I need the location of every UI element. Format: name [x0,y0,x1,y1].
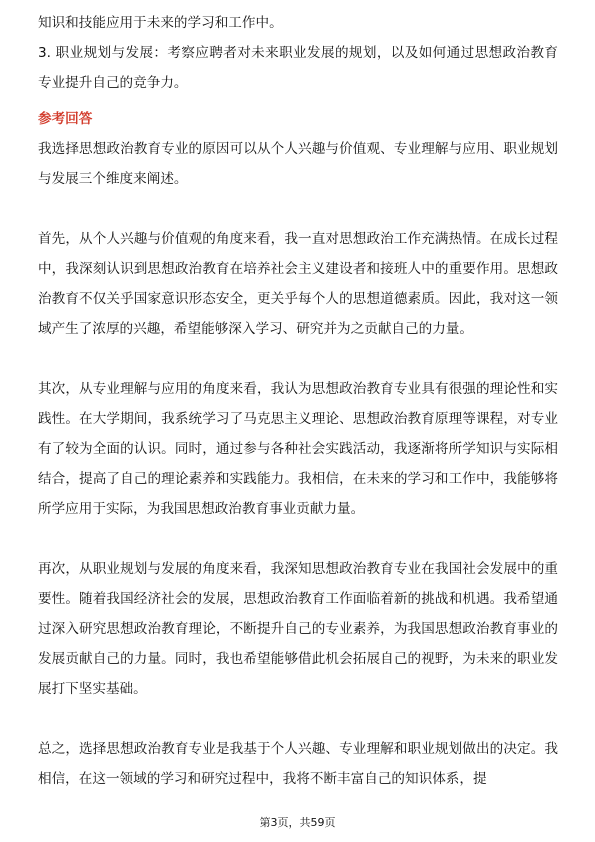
paragraph-spacer [38,704,558,734]
paragraph-conclusion: 总之，选择思想政治教育专业是我基于个人兴趣、专业理解和职业规划做出的决定。我相信，在这一领域的学习和研究过程中，我将不断丰富自己的知识体系，提 [38,741,558,787]
paragraph-interest-values: 首先，从个人兴趣与价值观的角度来看，我一直对思想政治工作充满热情。在成长过程中，我深刻认识到思想政治教育在培养社会主义建设者和接班人中的重要作用。思想政治教育不仅关乎国家意识形态安全，更关乎每个人的思想道德素质。因此，我对这一领域产生了浓厚的兴趣，希望能够深入学习、研究并为之贡献自己的力量。 [38,231,558,337]
paragraph-continuation: 知识和技能应用于未来的学习和工作中。 [38,15,283,31]
page-number-footer: 第3页，共59页 [259,816,336,829]
paragraph-intro: 我选择思想政治教育专业的原因可以从个人兴趣与价值观、专业理解与应用、职业规划与发展三个维度来阐述。 [38,141,558,187]
paragraph-career-development: 再次，从职业规划与发展的角度来看，我深知思想政治教育专业在我国社会发展中的重要性。随着我国经济社会的发展，思想政治教育工作面临着新的挑战和机遇。我希望通过深入研究思想政治教育理论，不断提升自己的专业素养，为我国思想政治教育事业的发展贡献自己的力量。同时，我也希望能够借此机会拓展自己的视野，为未来的职业发展打下坚实基础。 [38,561,558,697]
section-heading-reference-answer: 参考回答 [38,111,93,127]
paragraph-career-planning-point: 3. 职业规划与发展：考察应聘者对未来职业发展的规划，以及如何通过思想政治教育专业提升自己的竞争力。 [38,45,558,91]
paragraph-spacer [38,344,558,374]
document-body [38,8,558,794]
paragraph-spacer [38,524,558,554]
paragraph-spacer [38,194,558,224]
paragraph-understanding-application: 其次，从专业理解与应用的角度来看，我认为思想政治教育专业具有很强的理论性和实践性。在大学期间，我系统学习了马克思主义理论、思想政治教育原理等课程，对专业有了较为全面的认识。同时，通过参与各种社会实践活动，我逐渐将所学知识与实际相结合，提高了自己的理论素养和实践能力。我相信，在未来的学习和工作中，我能够将所学应用于实际，为我国思想政治教育事业贡献力量。 [38,381,558,517]
